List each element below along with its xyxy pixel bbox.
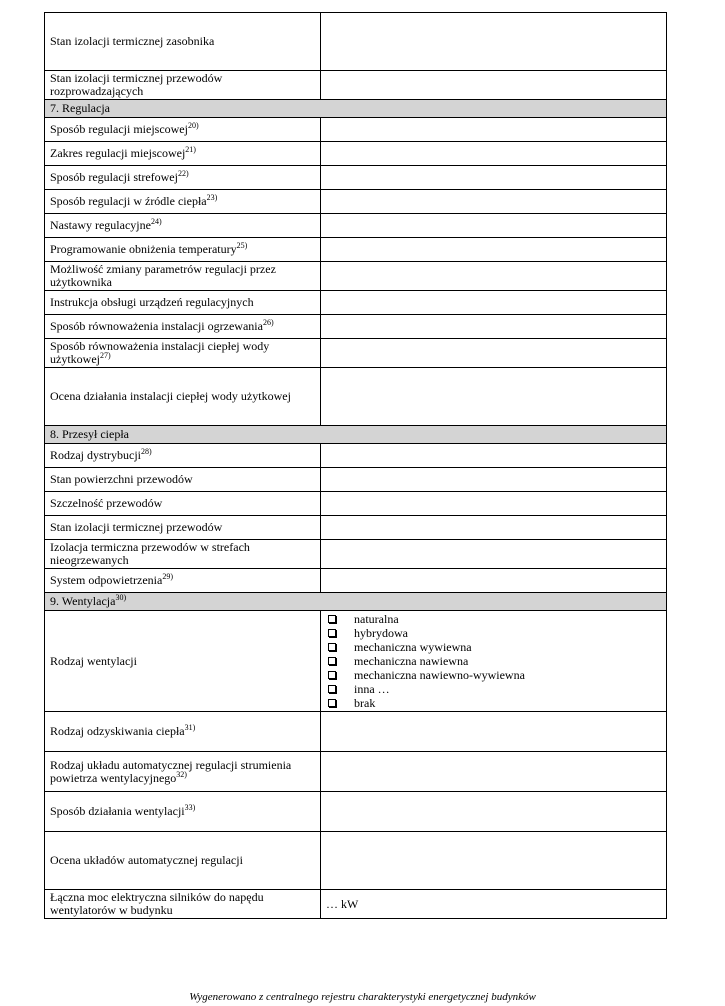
option-brak[interactable]: brak — [326, 696, 661, 710]
form-row — [45, 214, 667, 238]
footnote-ref: 30) — [115, 593, 127, 602]
checkbox-icon[interactable] — [328, 671, 336, 679]
form-row — [45, 13, 667, 71]
form-row — [45, 166, 667, 190]
row-label: Możliwość zmiany parametrów regulacji przez użytkownika — [45, 262, 321, 291]
row-value-cell[interactable] — [321, 444, 667, 468]
row-value-cell[interactable] — [321, 832, 667, 890]
row-value-cell[interactable] — [321, 142, 667, 166]
option-mechaniczna-nawiewno-wywiewna[interactable]: mechaniczna nawiewno-wywiewna — [326, 668, 661, 682]
form-row — [45, 890, 667, 919]
section-title: 8. Przesył ciepła — [45, 426, 667, 444]
row-label: System odpowietrzenia$^{29)}$ — [45, 569, 321, 593]
row-value-cell[interactable] — [321, 368, 667, 426]
form-row — [45, 468, 667, 492]
checkbox-icon[interactable] — [328, 685, 336, 693]
row-label: Rodzaj układu automatycznej regulacji strumienia powietrza wentylacyjnego$^{32)}$ — [45, 752, 321, 792]
row-label: Sposób równoważenia instalacji ogrzewania$^{26)}$ — [45, 315, 321, 339]
footnote-ref: 21) — [185, 145, 196, 154]
form-row — [45, 752, 667, 792]
option-mechaniczna-nawiewna[interactable]: mechaniczna nawiewna — [326, 654, 661, 668]
option-hybrydowa[interactable]: hybrydowa — [326, 626, 661, 640]
row-value-cell[interactable] — [321, 792, 667, 832]
page-footer: Wygenerowano z centralnego rejestru charakterystyki energetycznej budynków — [189, 991, 536, 1003]
footnote-ref: 22) — [177, 169, 189, 178]
row-value-cell[interactable] — [321, 262, 667, 291]
form-row — [45, 190, 667, 214]
section-title: 7. Regulacja — [45, 100, 667, 118]
form-row — [45, 71, 667, 100]
row-label: Nastawy regulacyjne$^{24)}$ — [45, 214, 321, 238]
row-label: Ocena układów automatycznej regulacji — [45, 832, 321, 890]
form-row — [45, 444, 667, 468]
footnote-ref: 28) — [140, 447, 152, 456]
form-row — [45, 315, 667, 339]
form-row — [45, 611, 667, 712]
row-label: Rodzaj wentylacji — [45, 611, 321, 712]
section-header-wentylacja — [45, 593, 667, 611]
form-row — [45, 569, 667, 593]
checkbox-icon[interactable] — [328, 657, 336, 665]
row-label: Sposób regulacji strefowej$^{22)}$ — [45, 166, 321, 190]
section-title: 9. Wentylacja$^{30)}$ — [45, 593, 667, 611]
ventilation-type-options-cell — [321, 611, 667, 712]
row-value-cell[interactable] — [321, 13, 667, 71]
checkbox-icon[interactable] — [328, 699, 336, 707]
checkbox-icon[interactable] — [328, 643, 336, 651]
form-row — [45, 291, 667, 315]
form-row — [45, 339, 667, 368]
section-header-regulacja — [45, 100, 667, 118]
form-row — [45, 262, 667, 291]
row-value-cell[interactable] — [321, 516, 667, 540]
row-value-cell[interactable] — [321, 166, 667, 190]
row-value-cell[interactable] — [321, 468, 667, 492]
footnote-ref: 25) — [236, 241, 248, 250]
row-value-cell[interactable] — [321, 214, 667, 238]
row-label: Sposób działania wentylacji$^{33)}$ — [45, 792, 321, 832]
footnote-ref: 29) — [162, 572, 173, 581]
row-label: Stan izolacji termicznej przewodów — [45, 516, 321, 540]
row-value-cell[interactable] — [321, 118, 667, 142]
footnote-ref: 20) — [187, 121, 199, 130]
row-value-cell[interactable] — [321, 712, 667, 752]
row-value-cell[interactable] — [321, 752, 667, 792]
form-row — [45, 238, 667, 262]
row-label: Programowanie obniżenia temperatury$^{25)}$ — [45, 238, 321, 262]
row-label: Rodzaj odzyskiwania ciepła$^{31)}$ — [45, 712, 321, 752]
footnote-ref: 31) — [184, 723, 196, 732]
energy-certificate-form-table — [44, 12, 667, 919]
row-label: Sposób równoważenia instalacji ciepłej wody użytkowej$^{27)}$ — [45, 339, 321, 368]
row-label: Sposób regulacji w źródle ciepła$^{23)}$ — [45, 190, 321, 214]
row-value-cell[interactable] — [321, 492, 667, 516]
row-value-cell[interactable] — [321, 339, 667, 368]
footnote-ref: 26) — [262, 318, 274, 327]
row-value-cell[interactable] — [321, 71, 667, 100]
option-naturalna[interactable]: naturalna — [326, 612, 661, 626]
option-mechaniczna-wywiewna[interactable]: mechaniczna wywiewna — [326, 640, 661, 654]
ventilation-type-options — [326, 612, 661, 710]
option-inna[interactable]: inna … — [326, 682, 661, 696]
row-label: Ocena działania instalacji ciepłej wody użytkowej — [45, 368, 321, 426]
row-label: Stan powierzchni przewodów — [45, 468, 321, 492]
row-label: Łączna moc elektryczna silników do napędu wentylatorów w budynku — [45, 890, 321, 919]
form-row — [45, 832, 667, 890]
row-label: Izolacja termiczna przewodów w strefach nieogrzewanych — [45, 540, 321, 569]
footnote-ref: 32) — [176, 769, 187, 779]
row-label: Stan izolacji termicznej zasobnika — [45, 13, 321, 71]
row-label: Szczelność przewodów — [45, 492, 321, 516]
row-label: Zakres regulacji miejscowej$^{21)}$ — [45, 142, 321, 166]
footnote-ref: 27) — [100, 351, 111, 360]
row-value-cell[interactable] — [321, 238, 667, 262]
footnote-ref: 24) — [150, 217, 162, 226]
form-row — [45, 792, 667, 832]
row-label: Sposób regulacji miejscowej$^{20)}$ — [45, 118, 321, 142]
form-row — [45, 368, 667, 426]
row-value-cell[interactable] — [321, 291, 667, 315]
row-value-cell[interactable] — [321, 569, 667, 593]
row-label: Instrukcja obsługi urządzeń regulacyjnych — [45, 291, 321, 315]
checkbox-icon[interactable] — [328, 629, 336, 637]
row-label: Rodzaj dystrybucji$^{28)}$ — [45, 444, 321, 468]
form-row — [45, 118, 667, 142]
row-value-cell[interactable] — [321, 190, 667, 214]
form-row — [45, 492, 667, 516]
form-row — [45, 712, 667, 752]
checkbox-icon[interactable] — [328, 615, 336, 623]
form-row — [45, 142, 667, 166]
footnote-ref: 23) — [206, 193, 218, 202]
row-value-cell[interactable] — [321, 315, 667, 339]
form-row — [45, 516, 667, 540]
fan-power-value[interactable]: … kW — [321, 890, 667, 919]
row-label: Stan izolacji termicznej przewodów rozprowadzających — [45, 71, 321, 100]
form-row — [45, 540, 667, 569]
section-header-przesyl-ciepla — [45, 426, 667, 444]
footnote-ref: 33) — [184, 803, 196, 812]
row-value-cell[interactable] — [321, 540, 667, 569]
